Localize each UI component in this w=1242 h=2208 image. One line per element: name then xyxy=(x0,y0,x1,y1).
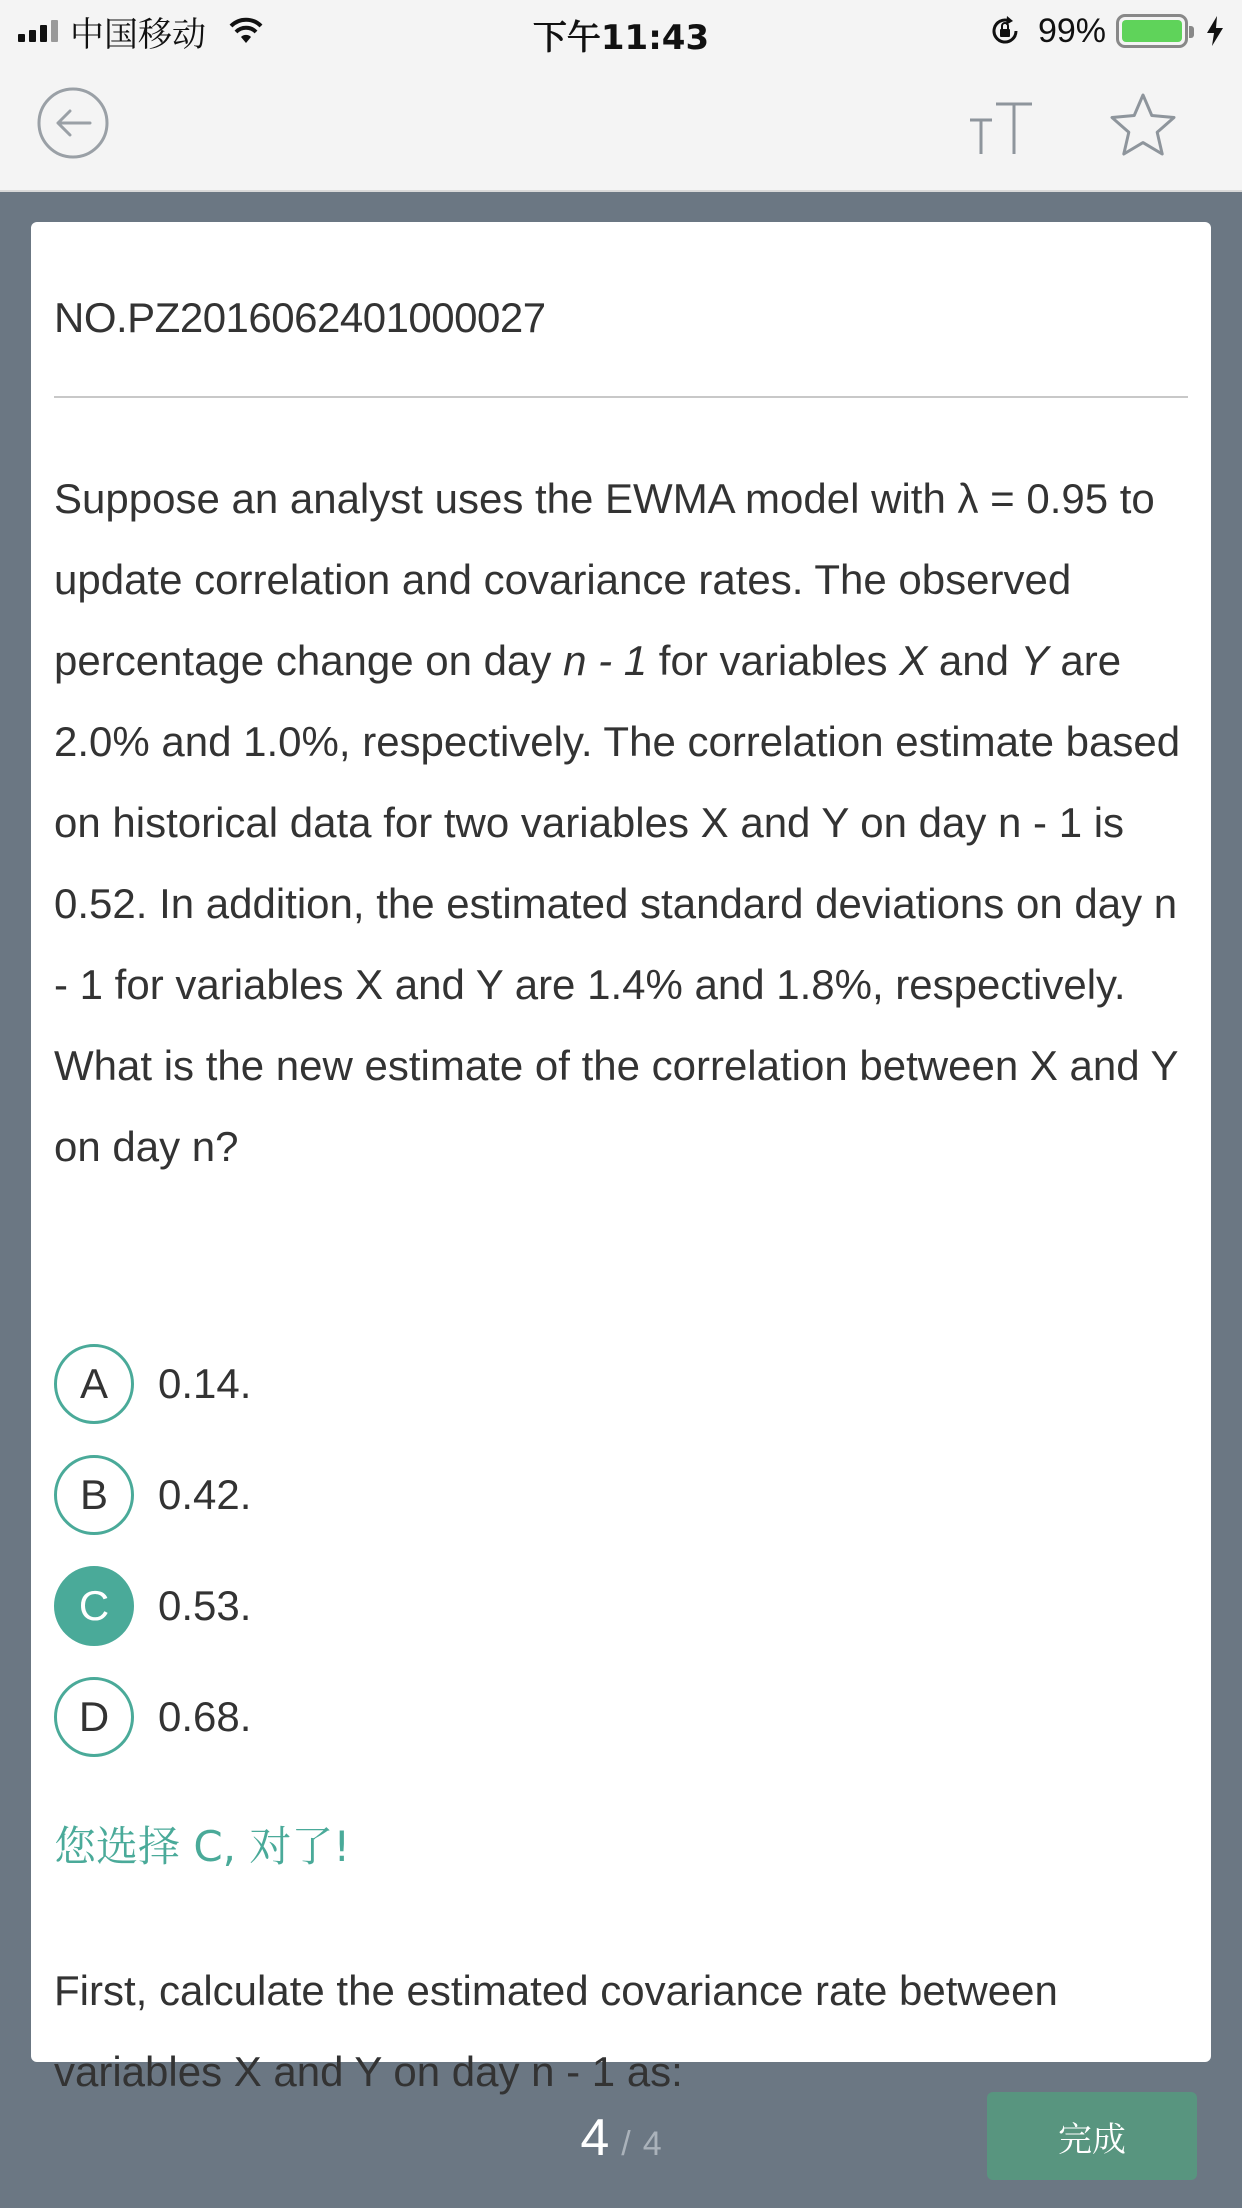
answer-options xyxy=(54,1328,1154,1772)
rotation-lock-icon xyxy=(988,14,1022,48)
star-icon[interactable] xyxy=(1108,90,1178,160)
font-size-icon[interactable] xyxy=(966,92,1036,162)
nav-bar xyxy=(0,62,1242,192)
option-text: 0.68. xyxy=(158,1692,252,1740)
option-letter[interactable]: B xyxy=(54,1455,134,1535)
answer-result: 您选择 C, 对了! xyxy=(54,1822,351,1871)
carrier-name: 中国移动 xyxy=(70,14,206,55)
option-letter[interactable]: D xyxy=(54,1677,134,1757)
option-text: 0.14. xyxy=(158,1359,252,1407)
option-text: 0.53. xyxy=(158,1581,252,1629)
charging-icon xyxy=(1206,16,1224,46)
page-separator: / xyxy=(621,2125,631,2163)
option-text: 0.42. xyxy=(158,1470,252,1518)
back-arrow-circle-icon[interactable] xyxy=(36,86,110,160)
divider xyxy=(54,396,1188,398)
question-text-part: Suppose an analyst uses the EWMA model with λ = 0.95 to update correlation and covariance rates. The observed percentage change on day xyxy=(54,475,1155,684)
question-text xyxy=(54,458,1194,1187)
question-text-italic: Y xyxy=(1020,637,1049,684)
option-letter[interactable]: A xyxy=(54,1344,134,1424)
option-a[interactable] xyxy=(54,1328,1154,1439)
battery-percent: 99% xyxy=(1037,11,1106,50)
question-text-part: and xyxy=(927,637,1021,684)
done-button[interactable]: 完成 xyxy=(987,2092,1197,2180)
question-text-part: for variables xyxy=(647,637,900,684)
option-b[interactable] xyxy=(54,1439,1154,1550)
page-current: 4 xyxy=(580,2109,610,2167)
question-text-italic: X xyxy=(899,637,928,684)
status-time: 下午11:43 xyxy=(532,18,710,58)
question-card xyxy=(31,222,1211,2095)
battery-icon xyxy=(1116,14,1188,48)
option-d[interactable] xyxy=(54,1661,1154,1772)
page-total: 4 xyxy=(642,2125,662,2163)
option-letter-selected[interactable]: C xyxy=(54,1566,134,1646)
status-right xyxy=(988,10,1224,52)
question-id: NO.PZ2016062401000027 xyxy=(54,294,546,341)
question-text-italic: n - 1 xyxy=(563,637,648,684)
option-c[interactable] xyxy=(54,1550,1154,1661)
question-text-part: are 2.0% and 1.0%, respectively. The correlation estimate based on historical data for two variables X and Y on day n - 1 is 0.52. In addition, the estimated standard deviations on day n - 1 for variables X and Y are 1.4% and 1.8%, respectively. What is the new estimate of the correlation between X and Y on day n? xyxy=(54,637,1181,1170)
explanation-text: First, calculate the estimated covariance rate between variables X and Y on day n - 1 as: xyxy=(54,1967,1058,2095)
status-bar xyxy=(0,0,1242,62)
